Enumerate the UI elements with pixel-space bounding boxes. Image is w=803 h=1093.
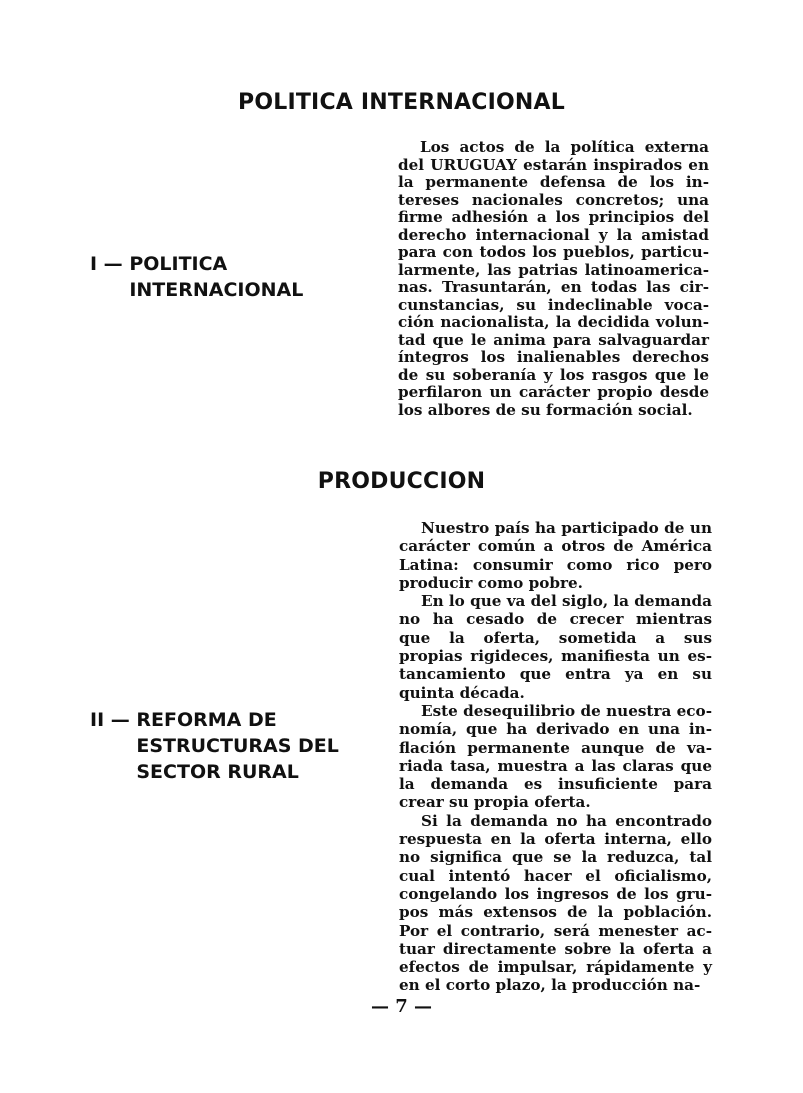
heading-lines <box>129 251 303 303</box>
heading-number: II — <box>90 709 137 731</box>
side-heading-politica-internacional <box>90 251 303 303</box>
heading-number: I — <box>90 253 130 275</box>
body-text-politica-internacional <box>398 139 709 419</box>
heading-line: SECTOR RURAL <box>136 761 299 783</box>
page-number: — 7 — <box>370 996 433 1017</box>
heading-line: ESTRUCTURAS DEL <box>136 735 339 757</box>
section-title-produccion: PRODUCCION <box>317 469 486 494</box>
paragraph: En lo que va del siglo, la demanda no ha cesado de crecer mientras que la oferta, sometida a sus propias rigideces, manifiesta un estancamiento que entra ya en su quinta década. <box>399 592 713 702</box>
body-text-produccion <box>399 519 712 995</box>
paragraph: Si la demanda no ha encontrado respuesta en la oferta interna, ello no significa que se la reduzca, tal cual intentó hacer el oficialismo, congelando los ingresos de los grupos más extensos de la población. Por el contrario, será menester actuar directamente sobre la oferta a efectos de impulsar, rápidamente y en el corto plazo, la producción na- <box>399 811 712 995</box>
paragraph: Nuestro país ha participado de un carácter común a otros de América Latina: consumir como rico pero producir como pobre. <box>399 519 712 592</box>
heading-line: INTERNACIONAL <box>129 279 304 301</box>
heading-line: POLITICA <box>129 253 228 275</box>
paragraph: Este desequilibrio de nuestra economía, que ha derivado en una inflación permanente aunque de variada tasa, muestra a las claras que la demanda es insuficiente para crear su propia oferta. <box>399 701 712 812</box>
heading-line: REFORMA DE <box>136 709 277 731</box>
section-title-politica-internacional: POLITICA INTERNACIONAL <box>238 90 565 115</box>
paragraph: Los actos de la política externa del URUGUAY estarán inspirados en la permanente defensa de los intereses nacionales concretos; una firme adhesión a los principios del derecho internacional y la amistad para con todos los pueblos, particularmente, las patrias latinoamericanas. Trasuntarán, en todas las circunstancias, su indeclinable vocación nacionalista, la decidida voluntad que le anima para salvaguardar íntegros los inalienables derechos de su soberanía y los rasgos que le perfilaron un carácter propio desde los albores de su formación social. <box>398 138 709 419</box>
heading-lines <box>136 707 339 785</box>
side-heading-reforma-estructuras <box>90 707 339 785</box>
